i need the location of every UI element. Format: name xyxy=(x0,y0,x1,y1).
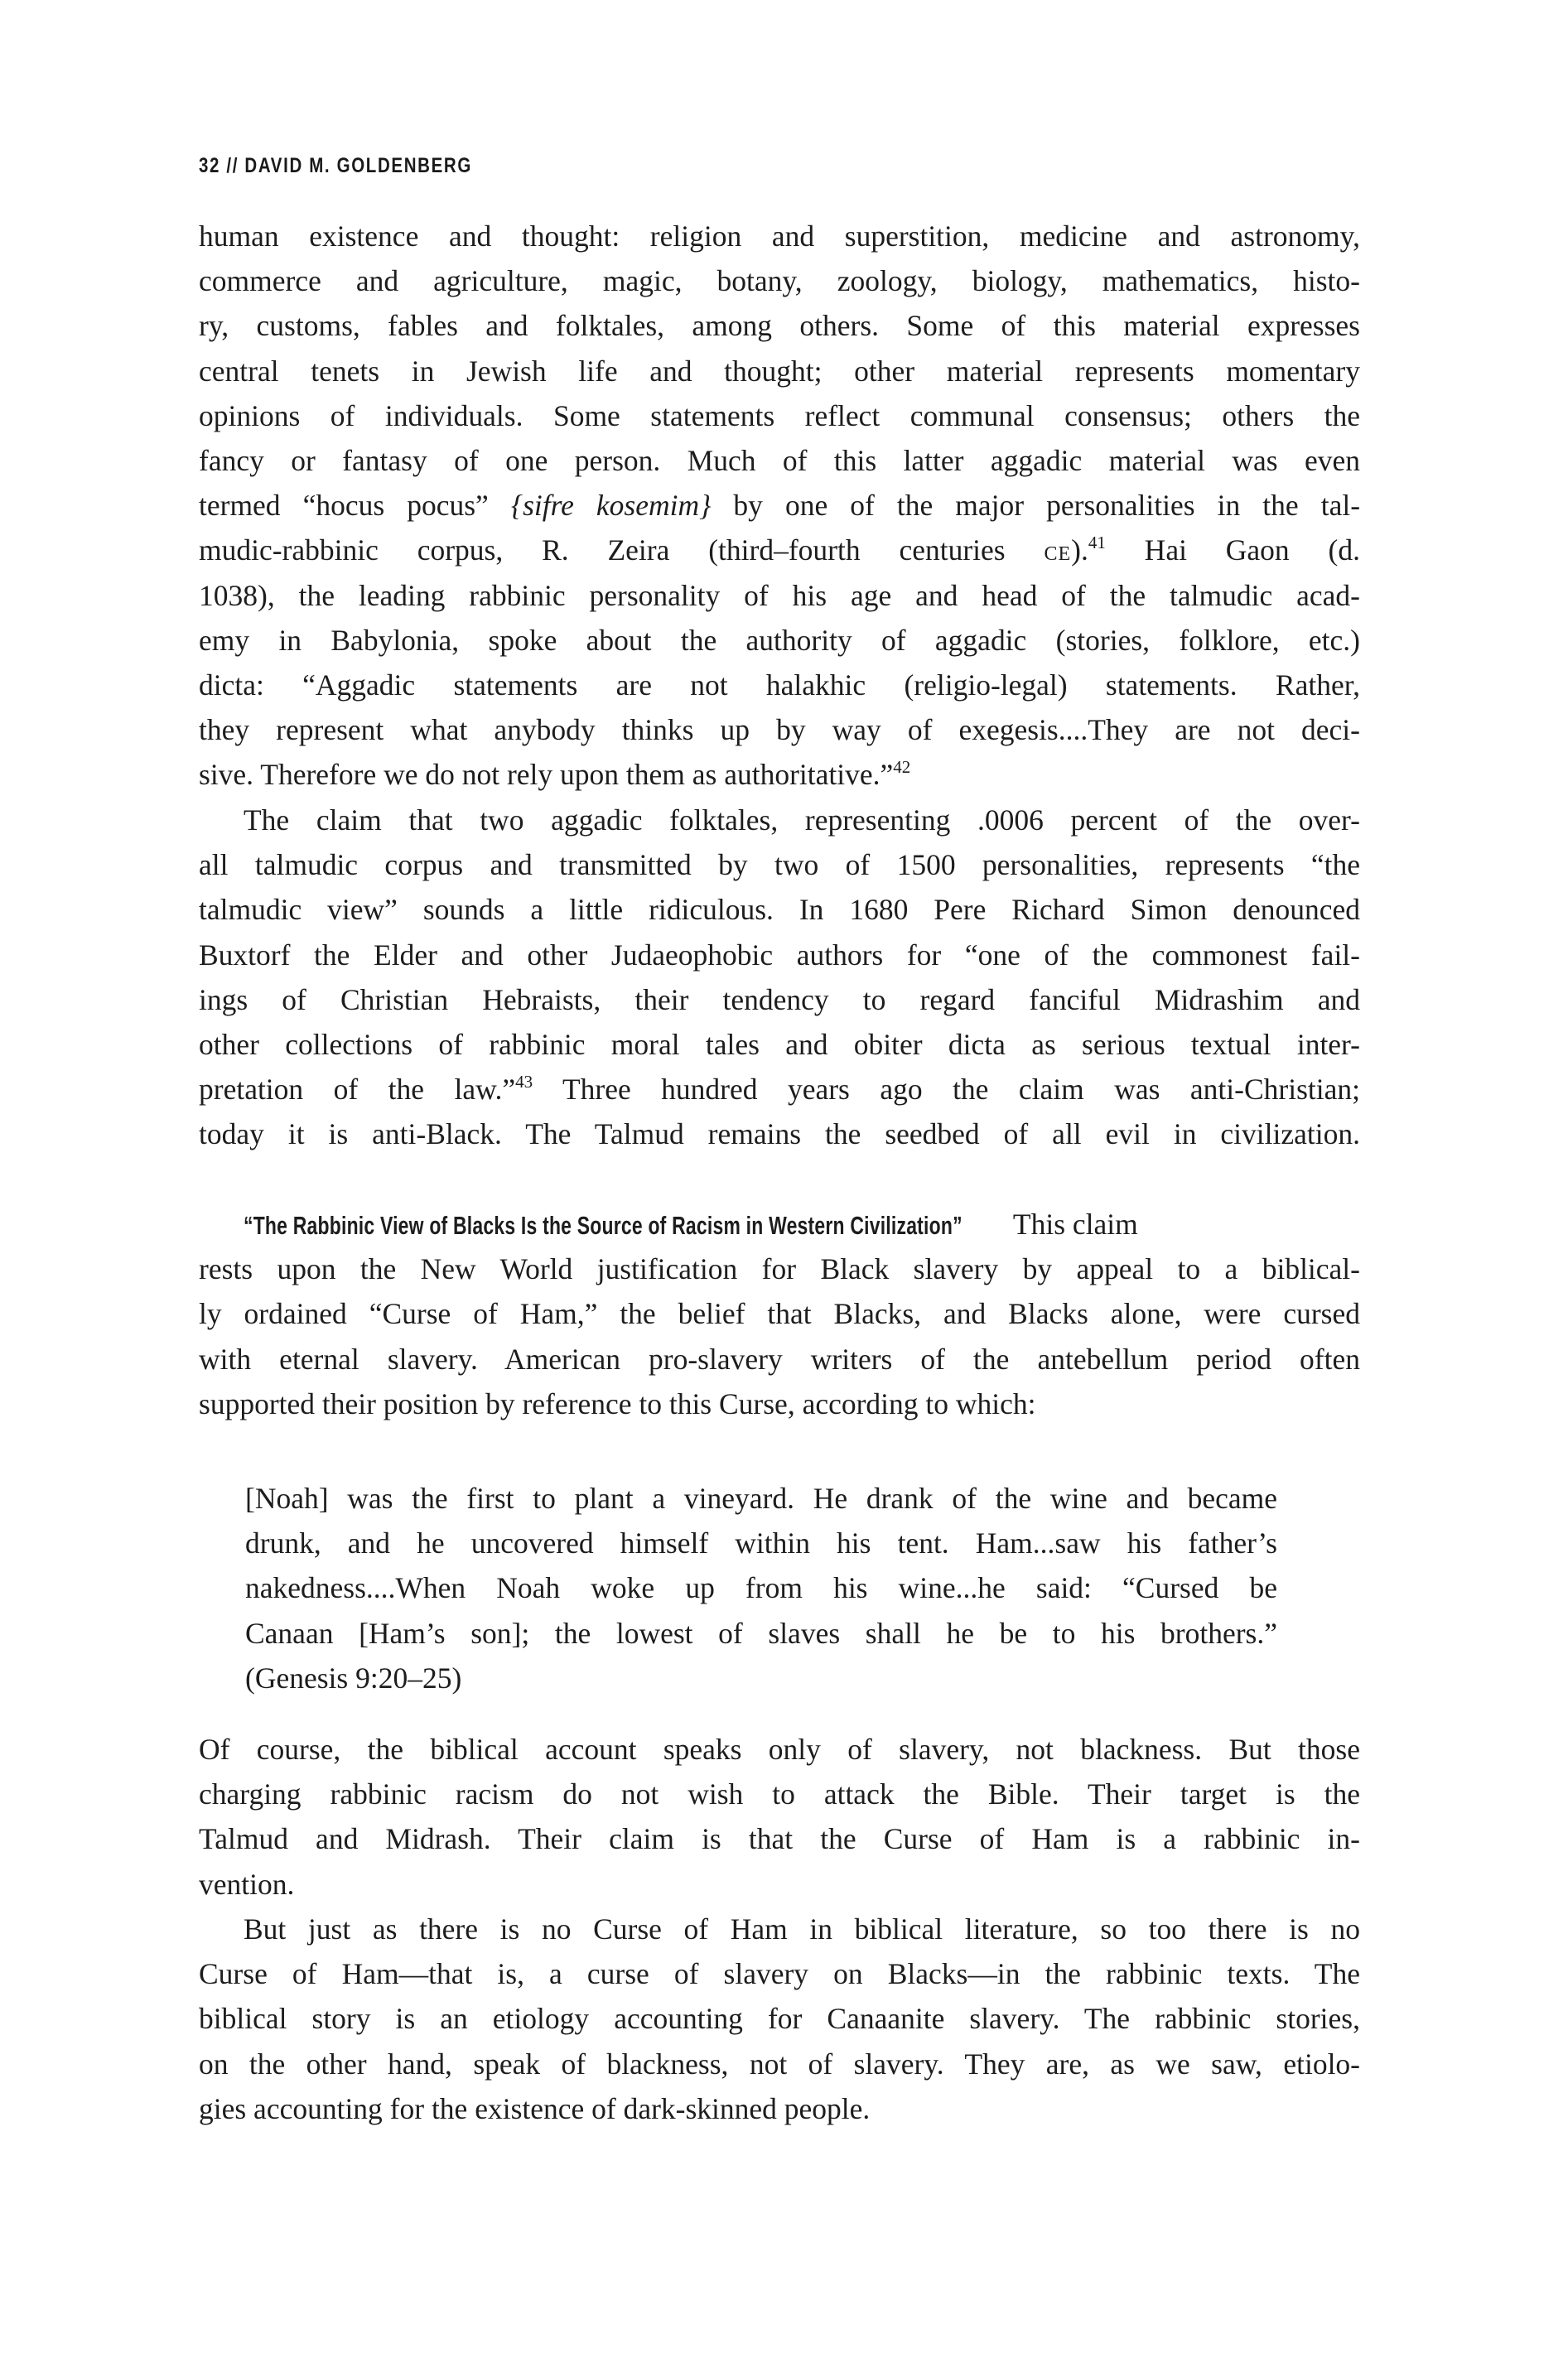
footnote-ref-42: 42 xyxy=(893,757,911,778)
running-head: 32 // DAVID M. GOLDENBERG xyxy=(199,154,472,177)
text-line: today it is anti-Black. The Talmud remains the seedbed of all evil in civilization. xyxy=(199,1117,1360,1151)
text-line: Buxtorf the Elder and other Judaeophobic authors for “one of the commonest fail- xyxy=(199,938,1360,972)
section-heading: “The Rabbinic View of Blacks Is the Source of Racism in Western Civilization” xyxy=(244,1211,963,1240)
text-segment: termed “hocus pocus” xyxy=(199,489,511,523)
text-line: vention. xyxy=(199,1867,295,1901)
section-paragraph xyxy=(199,1202,1360,1426)
text-line: dicta: “Aggadic statements are not halakhic (religio-legal) statements. Rather, xyxy=(199,668,1360,702)
text-line: charging rabbinic racism do not wish to attack the Bible. Their target is the xyxy=(199,1777,1360,1811)
quote-citation: (Genesis 9:20–25) xyxy=(245,1661,462,1695)
paragraph-4 xyxy=(199,1727,1360,1907)
text-line xyxy=(199,1202,1360,1247)
text-segment: ). xyxy=(1071,533,1088,567)
text-line: The claim that two aggadic folktales, representing .0006 percent of the over- xyxy=(244,803,1360,837)
text-line: ry, customs, fables and folktales, among others. Some of this material expresses xyxy=(199,309,1360,343)
paragraph-1 xyxy=(199,214,1360,797)
paragraph-2 xyxy=(199,798,1360,1157)
text-line xyxy=(199,528,1360,572)
text-line: But just as there is no Curse of Ham in biblical literature, so too there is no xyxy=(244,1912,1360,1946)
text-segment: pretation of the law.” xyxy=(199,1073,516,1107)
text-line: commerce and agriculture, magic, botany, zoology, biology, mathematics, histo- xyxy=(199,264,1360,298)
text-line: they represent what anybody thinks up by way of exegesis....They are not deci- xyxy=(199,713,1360,747)
quote-line: Canaan [Ham’s son]; the lowest of slaves shall he be to his brothers.” xyxy=(245,1616,1277,1650)
text-segment: Three hundred years ago the claim was anti-Christian; xyxy=(533,1073,1360,1107)
quote-line: [Noah] was the first to plant a vineyard. He drank of the wine and became xyxy=(245,1482,1277,1515)
text-line: with eternal slavery. American pro-slavery writers of the antebellum period often xyxy=(199,1342,1360,1376)
text-line: Talmud and Midrash. Their claim is that the Curse of Ham is a rabbinic in- xyxy=(199,1822,1360,1856)
text-line: ings of Christian Hebraists, their tendency to regard fanciful Midrashim and xyxy=(199,982,1360,1016)
text-line: ly ordained “Curse of Ham,” the belief that Blacks, and Blacks alone, were cursed xyxy=(199,1297,1360,1331)
text-line xyxy=(199,752,1360,797)
text-segment: This claim xyxy=(1006,1208,1138,1241)
text-segment: Hai Gaon (d. xyxy=(1105,533,1360,567)
block-quote xyxy=(245,1476,1277,1700)
text-line: gies accounting for the existence of dark-skinned people. xyxy=(199,2091,871,2125)
text-line: all talmudic corpus and transmitted by two of 1500 personalities, represents “the xyxy=(199,848,1360,882)
text-line xyxy=(199,1067,1360,1112)
text-line: biblical story is an etiology accounting for Canaanite slavery. The rabbinic stories, xyxy=(199,2002,1360,2036)
text-line: emy in Babylonia, spoke about the authority of aggadic (stories, folklore, etc.) xyxy=(199,623,1360,657)
text-line: talmudic view” sounds a little ridiculous. In 1680 Pere Richard Simon denounced xyxy=(199,893,1360,927)
paragraph-5 xyxy=(199,1907,1360,2131)
text-line: other collections of rabbinic moral tales and obiter dicta as serious textual inter- xyxy=(199,1027,1360,1061)
footnote-ref-43: 43 xyxy=(515,1072,533,1092)
text-line: Curse of Ham—that is, a curse of slavery on Blacks—in the rabbinic texts. The xyxy=(199,1957,1360,1991)
text-line: Of course, the biblical account speaks only of slavery, not blackness. But those xyxy=(199,1733,1360,1766)
footnote-ref-41: 41 xyxy=(1088,533,1106,553)
quote-line: drunk, and he uncovered himself within his tent. Ham...saw his father’s xyxy=(245,1526,1277,1560)
text-line: central tenets in Jewish life and thought; other material represents momentary xyxy=(199,354,1360,388)
text-line: on the other hand, speak of blackness, not of slavery. They are, as we saw, etiolo- xyxy=(199,2047,1360,2081)
text-line xyxy=(199,483,1360,528)
text-segment: by one of the major personalities in the tal- xyxy=(711,489,1361,523)
small-caps-era: CE xyxy=(1044,543,1072,566)
text-segment: mudic-rabbinic corpus, R. Zeira (third–fourth centuries xyxy=(199,533,1045,567)
text-line: rests upon the New World justification for Black slavery by appeal to a biblical- xyxy=(199,1252,1360,1286)
text-line: opinions of individuals. Some statements reflect communal consensus; others the xyxy=(199,398,1360,432)
text-segment: sive. Therefore we do not rely upon them as authoritative.” xyxy=(199,758,894,792)
text-line: fancy or fantasy of one person. Much of this latter aggadic material was even xyxy=(199,443,1360,477)
text-line: supported their position by reference to this Curse, according to which: xyxy=(199,1386,1036,1420)
quote-line: nakedness....When Noah woke up from his wine...he said: “Cursed be xyxy=(245,1571,1277,1605)
text-line: human existence and thought: religion and superstition, medicine and astronomy, xyxy=(199,219,1360,253)
italic-term: {sifre kosemim} xyxy=(510,489,712,523)
text-line: 1038), the leading rabbinic personality of his age and head of the talmudic acad- xyxy=(199,578,1360,612)
